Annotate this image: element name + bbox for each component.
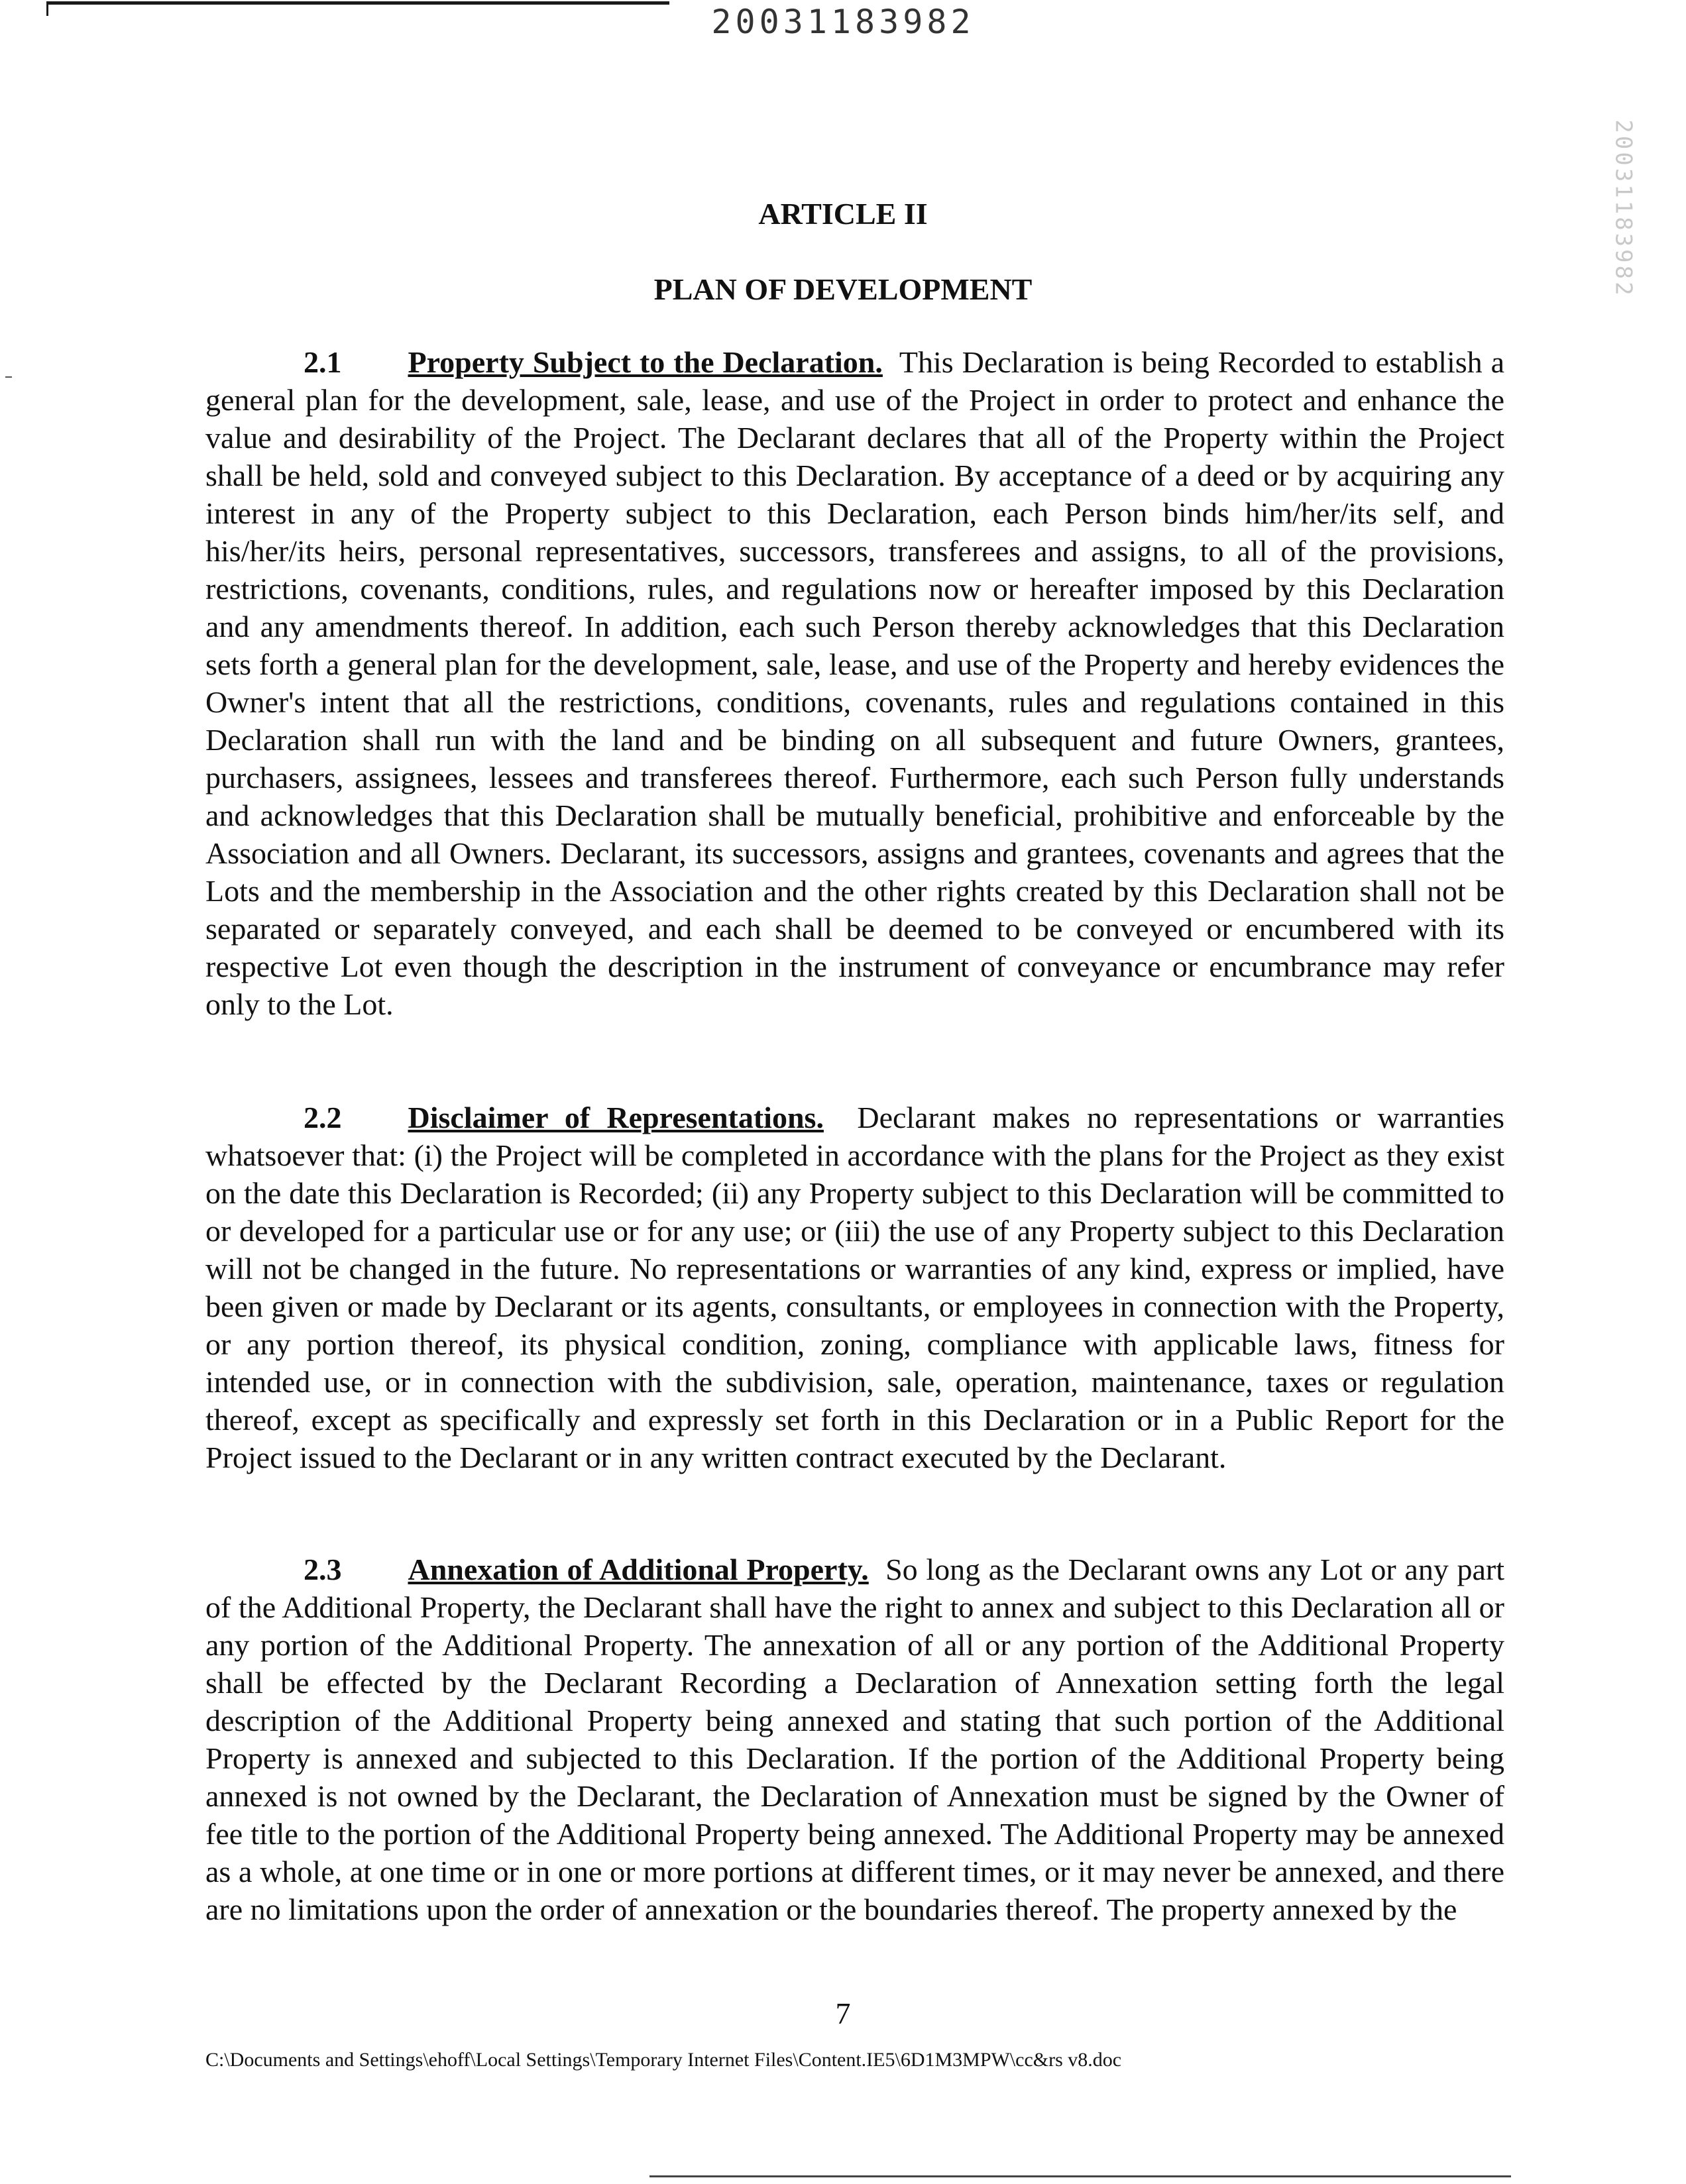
- section-title: Disclaimer of Representations.: [408, 1101, 824, 1134]
- page-number: 7: [835, 1996, 851, 2030]
- margin-mark: [5, 376, 12, 378]
- section-text: This Declaration is being Recorded to establish a general plan for the development, sale, lease, and use of the Project in order to protect and enhance the value and desirability of the Project. The Declarant declares that all of the Property within the Project shall be held, sold and conveyed subject to this Declaration. By acceptance of a deed or by acquiring any interest in any of the Property subject to this Declaration, each Person binds him/her/its self, and his/her/its heirs, personal representatives, successors, transferees and assigns, to all of the provisions, restrictions, covenants, conditions, rules, and regulations now or hereafter imposed by this Declaration and any amendments thereof. In addition, each such Person thereby acknowledges that this Declaration sets forth a general plan for the development, sale, lease, and use of the Property and hereby evidences the Owner's intent that all the restrictions, conditions, covenants, rules and regulations contained in this Declaration shall run with the land and be binding on all subsequent and future Owners, grantees, purchasers, assignees, lessees and transferees thereof. Furthermore, each such Person fully understands and acknowledges that this Declaration shall be mutually beneficial, prohibitive and enforceable by the Association and all Owners. Declarant, its successors, assigns and grantees, covenants and agrees that the Lots and the membership in the Association and the other rights created by this Declaration shall not be separated or separately conveyed, and each shall be deemed to be conveyed or encumbered with its respective Lot even though the description in the instrument of conveyance or encumbrance may refer only to the Lot.: [205, 345, 1504, 1021]
- side-stamp-text: 20031183982: [1610, 119, 1638, 298]
- article-subtitle: PLAN OF DEVELOPMENT: [653, 272, 1033, 306]
- file-path: C:\Documents and Settings\ehoff\Local Settings\Temporary Internet Files\Content.IE5\6D1M3MPW\cc&rs v8.doc: [205, 2049, 1122, 2071]
- section-title: Annexation of Additional Property.: [408, 1553, 869, 1586]
- section-2-1: [205, 343, 1504, 1023]
- section-title: Property Subject to the Declaration.: [408, 345, 883, 379]
- section-text: So long as the Declarant owns any Lot or any part of the Additional Property, the Declarant shall have the right to annex and subject to this Declaration all or any portion of the Additional Property. The annexation of all or any portion of the Additional Property shall be effected by the Declarant Recording a Declaration of Annexation setting forth the legal description of the Additional Property being annexed and stating that such portion of the Additional Property is annexed and subjected to this Declaration. If the portion of the Additional Property being annexed is not owned by the Declarant, the Declaration of Annexation must be signed by the Owner of fee title to the portion of the Additional Property being annexed. The Additional Property may be annexed as a whole, at one time or in one or more portions at different times, or it may never be annexed, and there are no limitations upon the order of annexation or the boundaries thereof. The property annexed by the: [205, 1553, 1505, 1926]
- section-number: 2.2: [304, 1101, 342, 1134]
- section-text: Declarant makes no representations or warranties whatsoever that: (i) the Project will be completed in accordance with the plans for the Project as they exist on the date this Declaration is Recorded; (ii) any Property subject to this Declaration will be committed to or developed for a particular use or for any use; or (iii) the use of any Property subject to this Declaration will not be changed in the future. No representations or warranties of any kind, express or implied, have been given or made by Declarant or its agents, consultants, or employees in connection with the Property, or any portion thereof, its physical condition, zoning, compliance with applicable laws, fitness for intended use, or in connection with the subdivision, sale, operation, maintenance, taxes or regulation thereof, except as specifically and expressly set forth in this Declaration or in a Public Report for the Project issued to the Declarant or in any written contract executed by the Declarant.: [205, 1101, 1504, 1474]
- section-number: 2.3: [304, 1553, 342, 1586]
- document-number: 20031183982: [711, 3, 975, 41]
- bottom-rule: [649, 2175, 1511, 2177]
- section-number: 2.1: [304, 345, 342, 379]
- section-2-2: [205, 1099, 1504, 1476]
- section-2-3: [205, 1551, 1504, 1928]
- article-title: ARTICLE II: [758, 197, 928, 231]
